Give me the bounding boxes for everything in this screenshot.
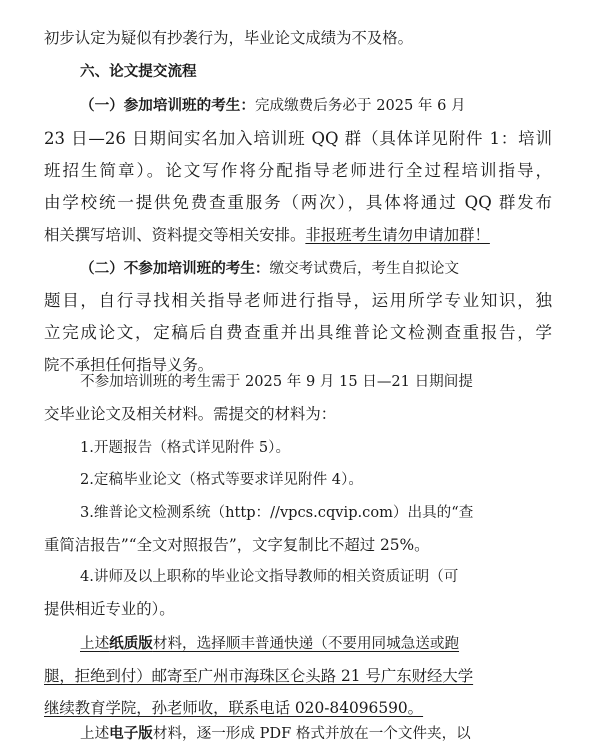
paper-text-1: 材料，选择顺丰普通快递（不要用同城急送或跑 [152,635,460,652]
untrained-line-2: 题目，自行寻找相关指导老师进行指导，运用所学专业知识，独 [44,291,552,310]
paper-pre: 上述 [80,635,110,652]
trained-label: （一）参加培训班的考生： [80,97,255,114]
material-item-1: 1.开题报告（格式详见附件 5）。 [80,439,291,456]
paper-version-label: 纸质版 [109,635,153,652]
electronic-line-1 [0,724,608,744]
trained-text-5: 相关撰写培训、资料提交等相关安排。 [44,226,306,244]
trained-line-3: 班招生简章）。论文写作将分配指导老师进行全过程培训指导， [44,161,552,180]
trained-line-4: 由学校统一提供免费查重服务（两次），具体将通过 QQ 群发布 [44,193,552,212]
trained-line-1 [0,96,608,116]
intro-tail-line [0,28,608,48]
paper-line-1 [0,634,608,654]
material-item-2: 2.定稿毕业论文（格式等要求详见附件 4）。 [80,471,363,488]
electronic-pre: 上述 [80,725,110,742]
intro-tail-text: 初步认定为疑似有抄袭行为，毕业论文成绩为不及格。 [44,29,413,47]
paper-line-3: 继续教育学院，孙老师收，联系电话 020-84096590。 [44,699,424,717]
untrained-text-1: 缴交考试费后，考生自拟论文 [269,260,460,277]
submission-line-2: 交毕业论文及相关材料。需提交的材料为： [44,405,337,423]
trained-line-5 [0,225,608,245]
untrained-line-3: 立完成论文，定稿后自费查重并出具维普论文检测查重报告，学 [44,323,552,342]
untrained-line-4: 院不承担任何指导义务。 [44,356,214,374]
electronic-version-label: 电子版 [109,725,153,742]
no-join-warning: 非报班考生请勿申请加群！ [305,226,490,244]
material-item-3-line-1: 3.维普论文检测系统（http：//vpcs.cqvip.com）出具的“查 [80,504,474,521]
material-item-3-line-2: 重简洁报告”“全文对照报告”，文字复制比不超过 25%。 [44,536,430,554]
untrained-line-1 [0,259,608,279]
electronic-text-1: 材料，逐一形成 PDF 格式并放在一个文件夹，以 [152,725,471,742]
section-heading [0,62,608,82]
section-heading-text: 六、论文提交流程 [80,63,197,80]
untrained-label: （二）不参加培训班的考生： [80,260,270,277]
material-item-4-line-2: 提供相近专业的）。 [44,600,175,618]
material-item-4-line-1: 4.讲师及以上职称的毕业论文指导教师的相关资质证明（可 [80,568,459,585]
paper-line-2: 腿，拒绝到付）邮寄至广州市海珠区仑头路 21 号广东财经大学 [44,667,474,685]
submission-line-1: 不参加培训班的考生需于 2025 年 9 月 15 日—21 日期间提 [80,373,473,390]
trained-line-2: 23 日—26 日期间实名加入培训班 QQ 群（具体详见附件 1：培训 [44,129,552,148]
trained-text-1: 完成缴费后务必于 2025 年 6 月 [254,97,466,114]
